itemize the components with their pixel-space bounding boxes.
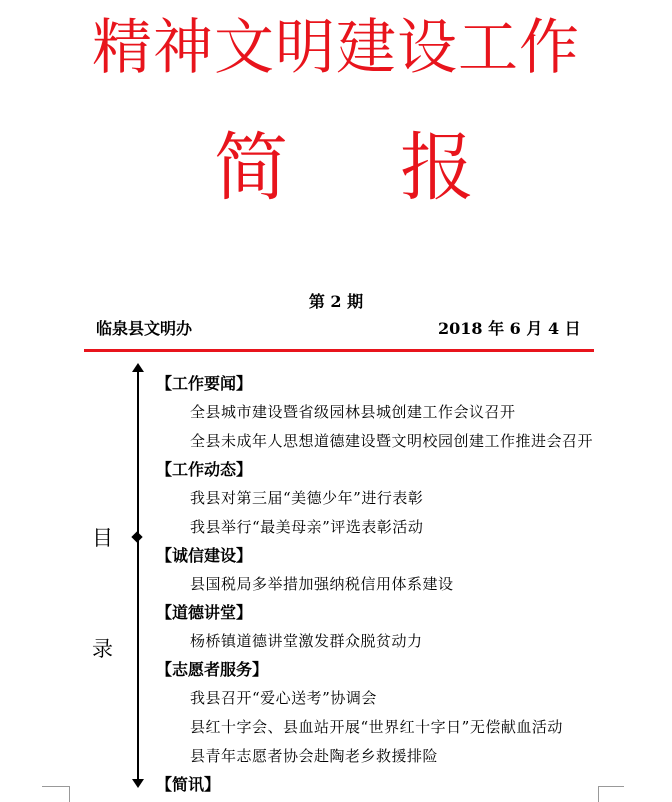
toc-label-char: 目: [92, 526, 113, 550]
toc-item: 杨桥镇道德讲堂激发群众脱贫动力: [190, 632, 423, 650]
report-title: 精神文明建设工作: [92, 13, 580, 83]
toc-section-title: 【诚信建设】: [156, 546, 253, 565]
toc-item: 县青年志愿者协会赴陶老乡救援排险: [190, 747, 439, 765]
page-corner-mark: [42, 786, 70, 801]
page-corner-mark: [598, 786, 624, 801]
toc-item: 全县城市建设暨省级园林县城创建工作会议召开: [190, 403, 516, 421]
subtitle-char: 简: [214, 125, 288, 211]
toc-label-char: 录: [92, 637, 113, 661]
issue-number: 第 2 期: [308, 292, 364, 311]
toc-item: 我县召开“爱心送考”协调会: [190, 689, 377, 707]
header-divider: [84, 349, 594, 352]
report-subtitle: [214, 120, 474, 216]
toc-item: 我县对第三届“美德少年”进行表彰: [190, 489, 424, 507]
toc-section-title: 【志愿者服务】: [156, 660, 269, 679]
toc-section-title: 【工作动态】: [156, 460, 253, 479]
toc-section-title: 【道德讲堂】: [156, 603, 253, 622]
arrow-down-icon: [132, 779, 144, 788]
toc-section-title: 【简讯】: [156, 775, 221, 794]
diamond-icon: [131, 531, 142, 542]
toc-item: 全县未成年人思想道德建设暨文明校园创建工作推进会召开: [190, 432, 594, 450]
subtitle-char: 报: [400, 125, 474, 211]
arrow-up-icon: [132, 363, 144, 372]
toc-axis-line: [137, 370, 139, 782]
issue-date: 2018 年 6 月 4 日: [438, 319, 581, 338]
toc-item: 县国税局多举措加强纳税信用体系建设: [190, 575, 454, 593]
issuing-office: 临泉县文明办: [96, 319, 193, 338]
toc-item: 我县举行“最美母亲”评选表彰活动: [190, 518, 424, 536]
toc-item: 县红十字会、县血站开展“世界红十字日”无偿献血活动: [190, 718, 563, 736]
toc-section-title: 【工作要闻】: [156, 374, 253, 393]
table-of-contents: [156, 370, 626, 799]
